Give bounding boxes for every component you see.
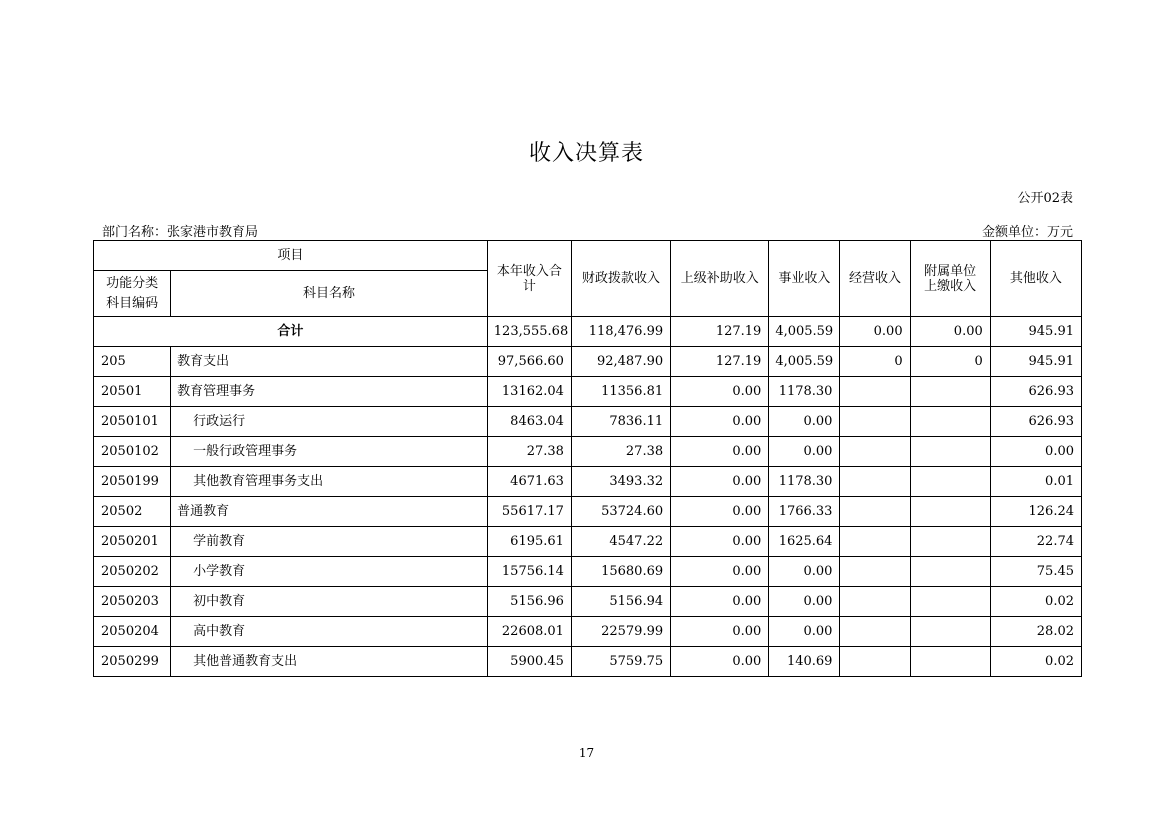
header-fiscal: 财政拨款收入 [571, 241, 670, 317]
row-code: 2050101 [94, 407, 171, 437]
row-code: 2050201 [94, 527, 171, 557]
row-value-cell: 0.00 [671, 437, 769, 467]
row-value-cell: 945.91 [990, 347, 1081, 377]
row-value-cell [910, 527, 990, 557]
row-code: 2050202 [94, 557, 171, 587]
table-row [94, 647, 1082, 677]
row-value-cell [910, 587, 990, 617]
table-row [94, 467, 1082, 497]
row-value-cell: 22.74 [990, 527, 1081, 557]
row-value-cell [910, 377, 990, 407]
row-value-cell [840, 647, 910, 677]
row-value-cell [910, 467, 990, 497]
row-value-cell: 0.00 [671, 557, 769, 587]
table-row [94, 437, 1082, 467]
row-value-cell [840, 497, 910, 527]
row-value-cell [840, 437, 910, 467]
row-value-cell [910, 617, 990, 647]
form-number: 公开02表 [1017, 191, 1073, 206]
row-value-cell: 53724.60 [571, 497, 670, 527]
row-name: 高中教育 [171, 617, 488, 647]
row-value-cell: 15680.69 [571, 557, 670, 587]
row-value-cell: 0.00 [671, 467, 769, 497]
row-code: 2050204 [94, 617, 171, 647]
department-label: 部门名称：张家港市教育局 [102, 225, 259, 240]
row-value-cell: 27.38 [487, 437, 571, 467]
row-value-cell: 55617.17 [487, 497, 571, 527]
header-row-1 [94, 241, 1082, 271]
row-value-cell [910, 407, 990, 437]
row-value-cell: 97,566.60 [487, 347, 571, 377]
total-label: 合计 [94, 317, 488, 347]
table-row [94, 557, 1082, 587]
row-name: 初中教育 [171, 587, 488, 617]
row-value-cell: 140.69 [769, 647, 840, 677]
header-total-income: 本年收入合计 [487, 241, 571, 317]
row-name: 普通教育 [171, 497, 488, 527]
row-value-cell: 28.02 [990, 617, 1081, 647]
row-value-cell: 4671.63 [487, 467, 571, 497]
table-row [94, 347, 1082, 377]
row-value-cell: 5156.96 [487, 587, 571, 617]
row-value-cell: 0.02 [990, 647, 1081, 677]
row-value-cell: 5156.94 [571, 587, 670, 617]
row-value-cell: 1178.30 [769, 377, 840, 407]
page-number: 17 [578, 746, 595, 760]
row-name: 其他普通教育支出 [171, 647, 488, 677]
row-value-cell: 127.19 [671, 347, 769, 377]
row-value-cell: 15756.14 [487, 557, 571, 587]
row-value-cell: 0.00 [671, 527, 769, 557]
row-value-cell: 1178.30 [769, 467, 840, 497]
header-other: 其他收入 [990, 241, 1081, 317]
row-code: 2050299 [94, 647, 171, 677]
row-name: 教育管理事务 [171, 377, 488, 407]
row-value-cell: 4547.22 [571, 527, 670, 557]
row-value-cell: 0.00 [769, 407, 840, 437]
row-name: 学前教育 [171, 527, 488, 557]
total-cell: 945.91 [990, 317, 1081, 347]
row-value-cell [840, 587, 910, 617]
row-value-cell: 6195.61 [487, 527, 571, 557]
row-value-cell: 5759.75 [571, 647, 670, 677]
row-value-cell: 0.00 [769, 587, 840, 617]
row-value-cell: 0.01 [990, 467, 1081, 497]
row-name: 其他教育管理事务支出 [171, 467, 488, 497]
row-name: 教育支出 [171, 347, 488, 377]
row-code: 2050203 [94, 587, 171, 617]
row-value-cell: 0.00 [671, 497, 769, 527]
row-value-cell: 0.00 [671, 377, 769, 407]
row-value-cell: 27.38 [571, 437, 670, 467]
row-value-cell: 0.00 [769, 617, 840, 647]
header-business: 事业收入 [769, 241, 840, 317]
header-name: 科目名称 [171, 271, 488, 317]
row-value-cell [910, 557, 990, 587]
row-code: 20501 [94, 377, 171, 407]
row-value-cell: 0.00 [671, 587, 769, 617]
row-value-cell: 0.00 [671, 617, 769, 647]
row-name: 行政运行 [171, 407, 488, 437]
row-code: 20502 [94, 497, 171, 527]
row-value-cell: 0.00 [671, 647, 769, 677]
row-value-cell: 126.24 [990, 497, 1081, 527]
row-value-cell: 13162.04 [487, 377, 571, 407]
row-value-cell: 0.00 [671, 407, 769, 437]
total-cell: 127.19 [671, 317, 769, 347]
table-row [94, 617, 1082, 647]
row-value-cell: 0.00 [769, 557, 840, 587]
row-code: 2050102 [94, 437, 171, 467]
row-name: 小学教育 [171, 557, 488, 587]
row-value-cell: 22579.99 [571, 617, 670, 647]
row-value-cell: 4,005.59 [769, 347, 840, 377]
row-value-cell [840, 617, 910, 647]
unit-label: 金额单位：万元 [981, 225, 1073, 240]
row-code: 205 [94, 347, 171, 377]
row-value-cell [840, 467, 910, 497]
row-value-cell [840, 377, 910, 407]
total-row [94, 317, 1082, 347]
header-affiliate: 附属单位上缴收入 [910, 241, 990, 317]
header-item: 项目 [94, 241, 488, 271]
total-cell: 118,476.99 [571, 317, 670, 347]
row-name: 一般行政管理事务 [171, 437, 488, 467]
table-row [94, 587, 1082, 617]
page-title: 收入决算表 [528, 141, 644, 166]
row-value-cell: 5900.45 [487, 647, 571, 677]
row-value-cell [840, 527, 910, 557]
row-value-cell: 3493.32 [571, 467, 670, 497]
header-operating: 经营收入 [840, 241, 910, 317]
row-value-cell: 8463.04 [487, 407, 571, 437]
row-value-cell [840, 407, 910, 437]
total-cell: 123,555.68 [487, 317, 571, 347]
row-value-cell [910, 647, 990, 677]
row-value-cell: 0 [910, 347, 990, 377]
total-cell: 0.00 [840, 317, 910, 347]
row-value-cell: 0.02 [990, 587, 1081, 617]
table-row [94, 497, 1082, 527]
row-value-cell: 22608.01 [487, 617, 571, 647]
row-code: 2050199 [94, 467, 171, 497]
row-value-cell: 75.45 [990, 557, 1081, 587]
row-value-cell: 1625.64 [769, 527, 840, 557]
header-code: 功能分类科目编码 [94, 271, 171, 317]
table-row [94, 407, 1082, 437]
row-value-cell: 11356.81 [571, 377, 670, 407]
row-value-cell [840, 557, 910, 587]
header-subsidy: 上级补助收入 [671, 241, 769, 317]
row-value-cell: 7836.11 [571, 407, 670, 437]
row-value-cell: 626.93 [990, 377, 1081, 407]
row-value-cell: 92,487.90 [571, 347, 670, 377]
total-cell: 4,005.59 [769, 317, 840, 347]
row-value-cell: 626.93 [990, 407, 1081, 437]
table-row [94, 527, 1082, 557]
row-value-cell [910, 437, 990, 467]
row-value-cell: 0.00 [769, 437, 840, 467]
row-value-cell: 1766.33 [769, 497, 840, 527]
income-table [93, 240, 1082, 677]
row-value-cell [910, 497, 990, 527]
total-cell: 0.00 [910, 317, 990, 347]
row-value-cell: 0 [840, 347, 910, 377]
row-value-cell: 0.00 [990, 437, 1081, 467]
table-row [94, 377, 1082, 407]
